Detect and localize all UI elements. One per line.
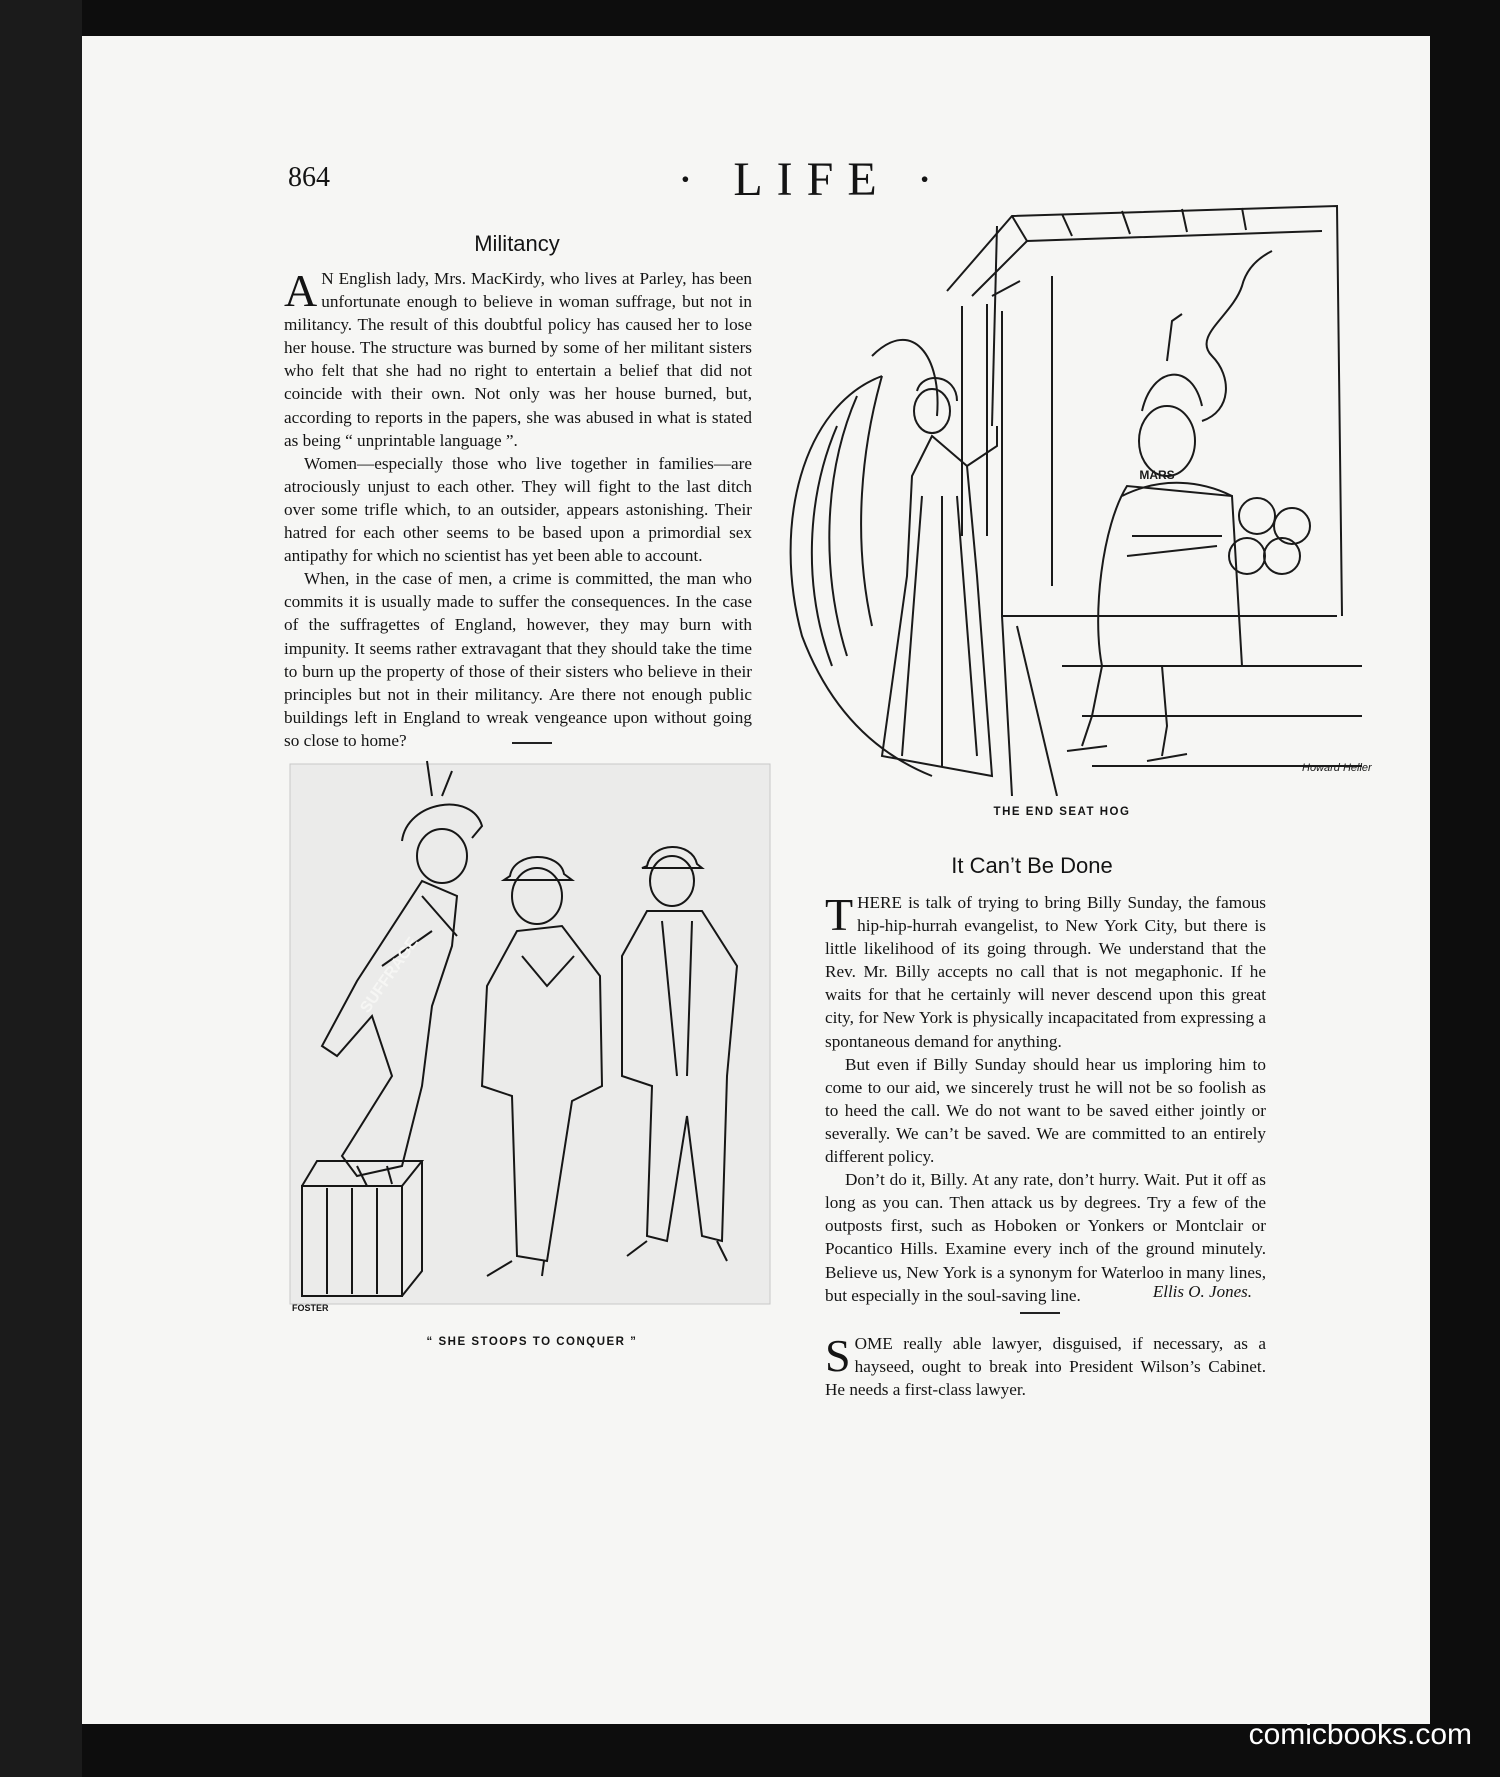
she-stoops-illustration xyxy=(282,756,782,1326)
cant-be-done-article xyxy=(825,891,1266,1307)
drop-cap: A xyxy=(284,265,318,316)
drop-cap: T xyxy=(825,889,854,940)
lawyer-note: SOME really able lawyer, disguised, if necessary, as a hayseed, ought to break into President Wilson’s Cabinet. He needs a first-class lawyer. xyxy=(825,1330,1266,1400)
drop-cap: S xyxy=(825,1330,851,1381)
cant-be-done-paragraph: But even if Billy Sunday should hear us imploring him to come to our aid, we sincerely trust he will not be so foolish as to heed the call. We do not want to be saved either jointly or severally. We can’t be saved. We are committed to an entirely different policy. xyxy=(825,1054,1266,1167)
militancy-paragraph: A N English lady, Mrs. MacKirdy, who lives at Parley, has been unfortunate enough to believe in woman suffrage, but not in militancy. The result of this doubtful policy has caused her to lose her house. The structure was burned by some of her militant sisters who felt that she had no right to entertain a belief that did not coincide with their own. Not only was her house burned, but, according to reports in the papers, she was abused in what is stated as being “ unprintable language ”. xyxy=(284,265,752,450)
artist-signature: FOSTER xyxy=(292,1303,329,1313)
cant-be-done-paragraph: THERE is talk of trying to bring Billy Sunday, the famous hip-hip-hurrah evangelist, to New York City, but there is little likelihood of its going through. We understand that the Rev. Mr. Billy accepts no call that is not megaphonic. If he waits for that he certainly will never descend upon this great city, for New York is physically incapacitated from expressing a spontaneous demand for anything. xyxy=(825,889,1266,1051)
section-divider xyxy=(1020,1312,1060,1314)
magazine-page xyxy=(82,36,1430,1724)
watermark: comicbooks.com xyxy=(1248,1718,1472,1751)
scan-left-margin xyxy=(0,0,82,1777)
end-seat-hog-caption: THE END SEAT HOG xyxy=(993,806,1131,818)
cant-be-done-paragraph: Don’t do it, Billy. At any rate, don’t hurry. Wait. Put it off as long as you can. Then attack us by degrees. Try a few of the outposts first, such as Hoboken or Yonkers or Montclair or Pocantico Hills. Examine every inch of the ground minutely. Believe us, New York is a synonym for Waterloo in many lines, but especially in the soul-saving line. xyxy=(825,1170,1266,1305)
cant-be-done-title: It Can’t Be Done xyxy=(951,853,1113,878)
mars-label: MARS xyxy=(1139,468,1175,482)
sash-label: SUFFRAGE xyxy=(357,934,422,1017)
militancy-paragraph: When, in the case of men, a crime is committed, the man who commits it is usually made to suffer the consequences. In the case of the suffragettes of England, however, they may burn with impunity. It seems rather extravagant that they should take the time to burn up the property of those of their sisters who believe in their principles but not in their militancy. Are there not enough public buildings left in England to wreak vengeance upon without going so close to home? xyxy=(284,569,752,750)
masthead: · LIFE · xyxy=(677,153,947,206)
end-seat-hog-illustration xyxy=(762,196,1402,796)
militancy-paragraph: Women—especially those who live together in families—are atrociously unjust to each other. They will fight to the last ditch over some trifle which, to an outsider, appears astonishing. Their hatred for each other seems to be based upon a primordial sex antipathy for which no scientist has yet been able to account. xyxy=(284,453,752,566)
militancy-title: Militancy xyxy=(474,231,560,256)
she-stoops-caption: “ SHE STOOPS TO CONQUER ” xyxy=(426,1336,638,1348)
militancy-article xyxy=(284,267,752,752)
author-signature: Ellis O. Jones. xyxy=(1152,1282,1252,1301)
page-number: 864 xyxy=(288,162,330,193)
artist-signature: Howard Heller xyxy=(1302,762,1372,774)
section-divider xyxy=(512,742,552,744)
